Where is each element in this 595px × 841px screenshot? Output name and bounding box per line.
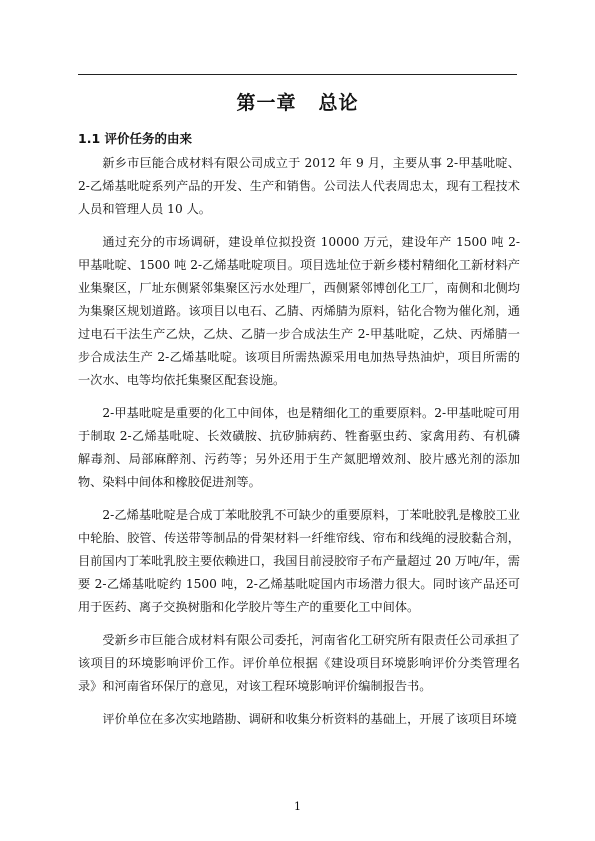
page-number: 1: [294, 800, 301, 813]
body-text: [78, 152, 520, 741]
chapter-name: 总论: [318, 92, 359, 114]
paragraph: 评价单位在多次实地踏勘、调研和收集分析资料的基础上，开展了该项目环境: [102, 712, 517, 726]
chapter-title: [78, 88, 517, 115]
paragraph: 新乡市巨能合成材料有限公司成立于 2012 年 9 月，主要从事 2-甲基吡啶、2-乙烯基吡啶系列产品的开发、生产和销售。公司法人代表周忠太，现有工程技术人员和管理人员 10 人。: [78, 156, 520, 216]
paragraph: 受新乡市巨能合成材料有限公司委托，河南省化工研究所有限责任公司承担了该项目的环境影响评价工作。评价单位根据《建设项目环境影响评价分类管理名录》和河南省环保厅的意见，对该工程环境影响评价编制报告书。: [78, 633, 520, 693]
section-heading: 1.1 评价任务的由来: [78, 131, 192, 146]
paragraph: 通过充分的市场调研，建设单位拟投资 10000 万元，建设年产 1500 吨 2-甲基吡啶、1500 吨 2-乙烯基吡啶项目。项目选址位于新乡楼村精细化工新材料产业集聚区，厂址东侧紧邻集聚区污水处理厂，西侧紧邻博创化工厂，南侧和北侧均为集聚区规划道路。该项目以电石、乙腈、丙烯腈为原料，钴化合物为催化剂，通过电石干法生产乙炔，乙炔、乙腈一步合成法生产 2-甲基吡啶，乙炔、丙烯腈一步合成法生产 2-乙烯基吡啶。该项目所需热源采用电加热导热油炉，项目所需的一次水、电等均依托集聚区配套设施。: [78, 235, 520, 387]
paragraph: 2-甲基吡啶是重要的化工中间体，也是精细化工的重要原料。2-甲基吡啶可用于制取 2-乙烯基吡啶、长效磺胺、抗矽肺病药、牲畜驱虫药、家禽用药、有机磷解毒剂、局部麻醉剂、污药等；另外还用于生产氮肥增效剂、胶片感光剂的添加物、染料中间体和橡胶促进剂等。: [78, 406, 520, 489]
header-rule: [78, 74, 517, 75]
paragraph: 2-乙烯基吡啶是合成丁苯吡胶乳不可缺少的重要原料，丁苯吡胶乳是橡胶工业中轮胎、胶管、传送带等制品的骨架材料一纤维帘线、帘布和线绳的浸胶黏合剂，目前国内丁苯吡乳胶主要依赖进口，我国目前浸胶帘子布产量超过 20 万吨/年，需要 2-乙烯基吡啶约 1500 吨，2-乙烯基吡啶国内市场潜力很大。同时该产品还可用于医药、离子交换树脂和化学胶片等生产的重要化工中间体。: [78, 508, 520, 614]
chapter-number: 第一章: [236, 92, 297, 114]
